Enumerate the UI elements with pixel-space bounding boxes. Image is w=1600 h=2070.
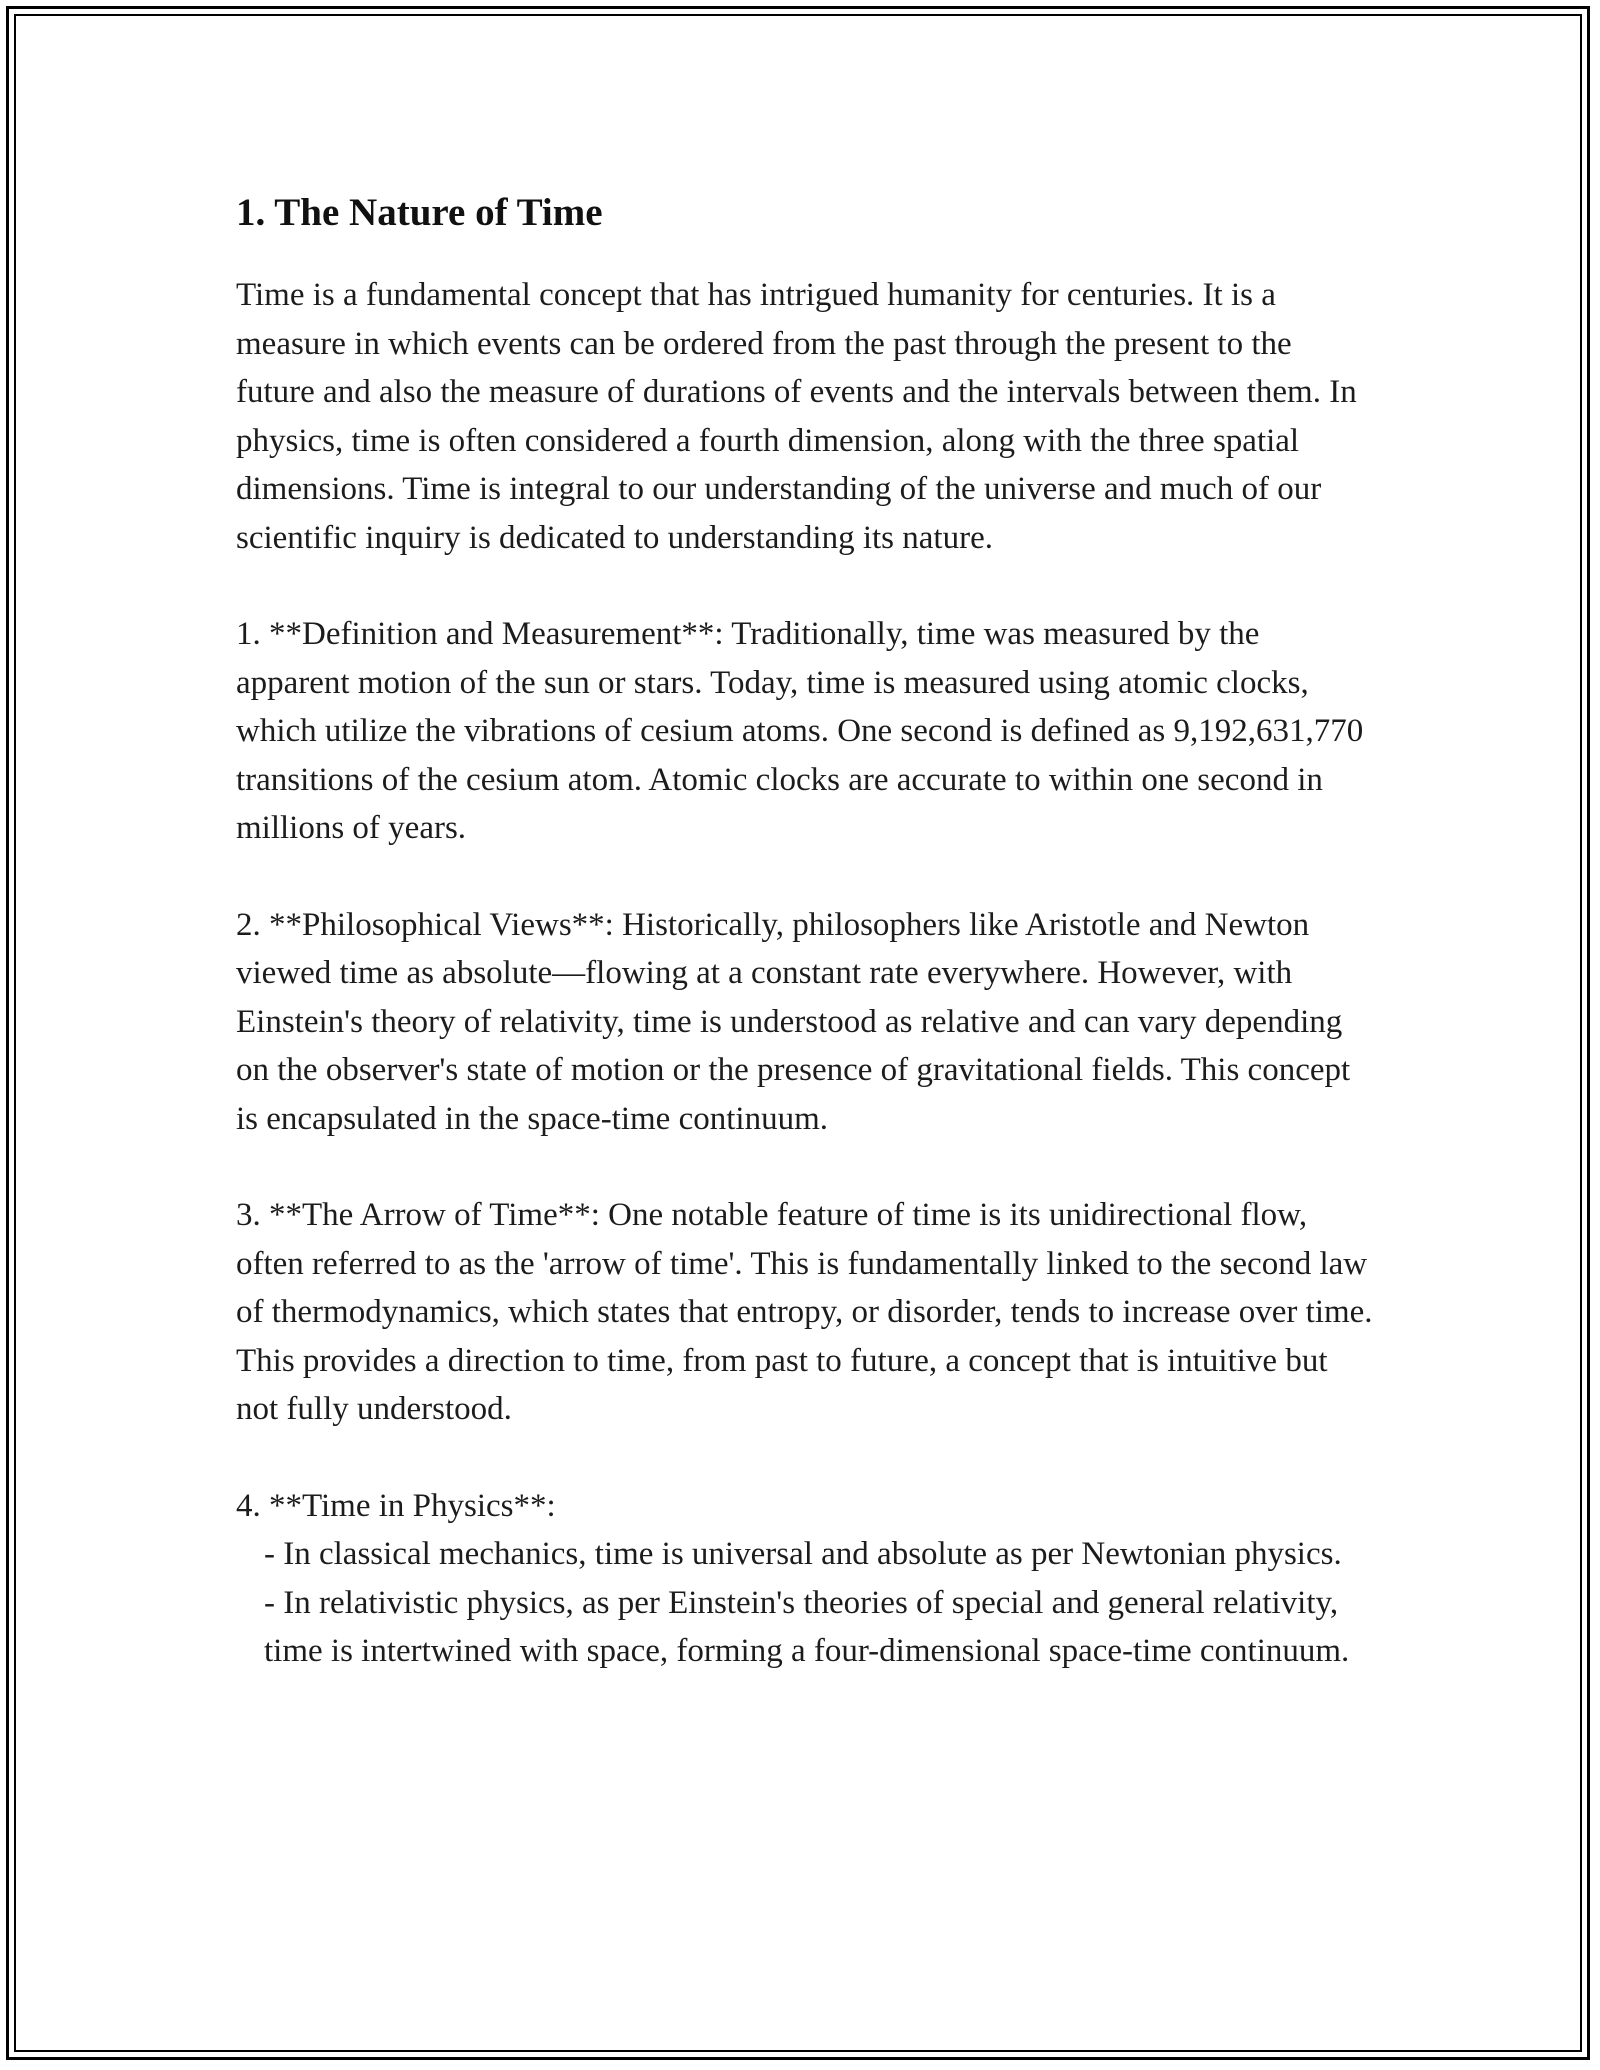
time-in-physics-title: 4. **Time in Physics**: bbox=[236, 1487, 556, 1524]
document-body bbox=[236, 185, 1376, 1724]
time-in-physics-paragraph bbox=[236, 1482, 1376, 1676]
philosophical-views-paragraph: 2. **Philosophical Views**: Historically, philosophers like Aristotle and Newton viewed time as absolute—flowing at a constant rate everywhere. However, with Einstein's theory of relativity, time is understood as relative and can vary depending on the observer's state of motion or the presence of gravitational fields. This concept is encapsulated in the space-time continuum. bbox=[236, 906, 1351, 1137]
section-heading: 1. The Nature of Time bbox=[236, 191, 603, 234]
intro-paragraph: Time is a fundamental concept that has intrigued humanity for centuries. It is a measure in which events can be ordered from the past through the present to the future and also the measure of durations of events and the intervals between them. In physics, time is often considered a fourth dimension, along with the three spatial dimensions. Time is integral to our understanding of the universe and much of our scientific inquiry is dedicated to understanding its nature. bbox=[236, 277, 1357, 556]
arrow-of-time-paragraph: 3. **The Arrow of Time**: One notable feature of time is its unidirectional flow, often referred to as the 'arrow of time'. This is fundamentally linked to the second law of thermodynamics, which states that entropy, or disorder, tends to increase over time. This provides a direction to time, from past to future, a concept that is intuitive but not fully understood. bbox=[236, 1197, 1373, 1427]
classical-mechanics-bullet: - In classical mechanics, time is universal and absolute as per Newtonian physics. bbox=[264, 1536, 1342, 1572]
definition-measurement-paragraph: 1. **Definition and Measurement**: Traditionally, time was measured by the apparent motion of the sun or stars. Today, time is measured using atomic clocks, which utilize the vibrations of cesium atoms. One second is defined as 9,192,631,770 transitions of the cesium atom. Atomic clocks are accurate to within one second in millions of years. bbox=[236, 616, 1364, 846]
relativistic-physics-bullet: - In relativistic physics, as per Einstein's theories of special and general relativity, time is intertwined with space, forming a four-dimensional space-time continuum. bbox=[264, 1584, 1350, 1669]
